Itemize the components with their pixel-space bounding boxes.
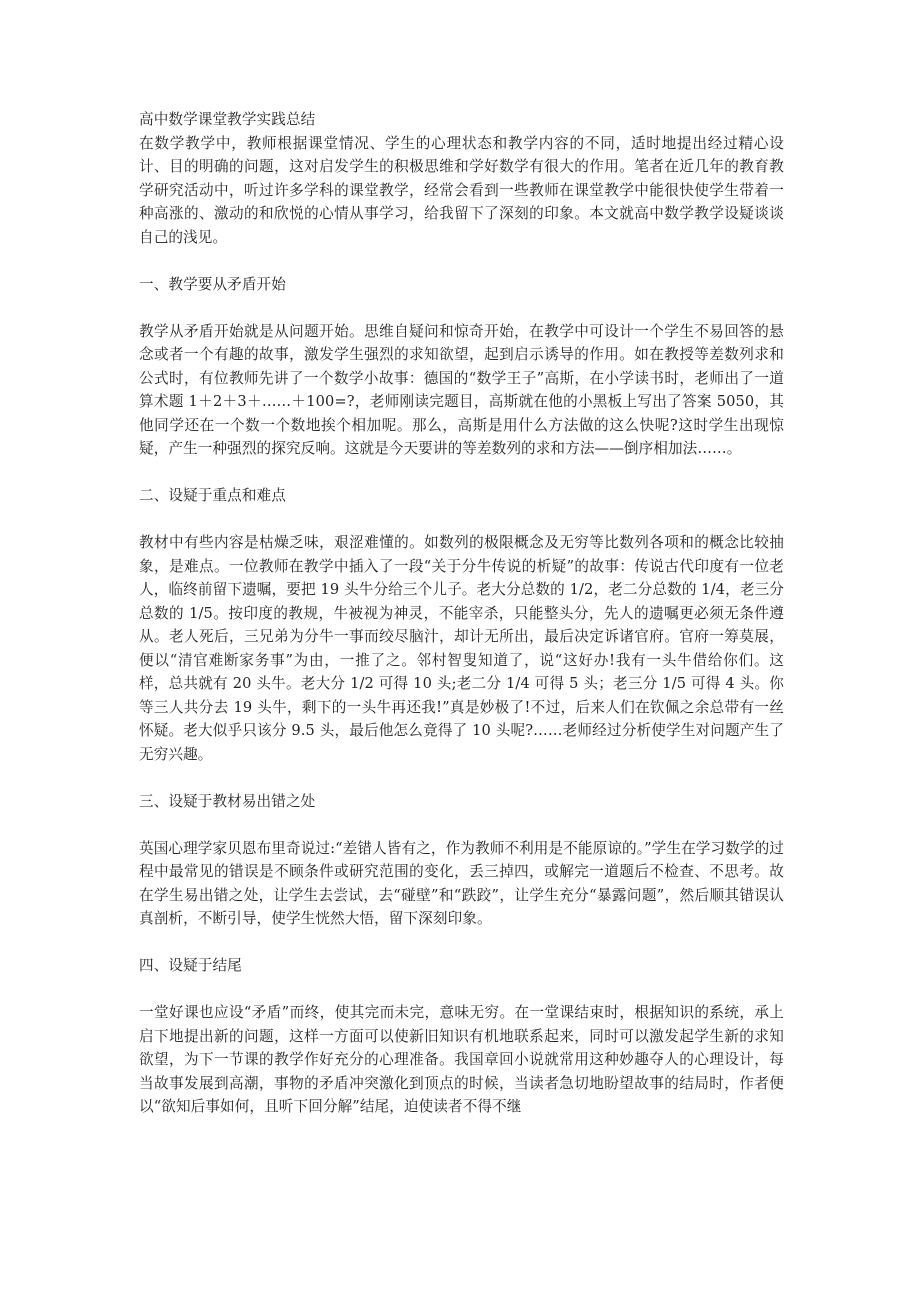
paragraph-gap xyxy=(139,461,784,485)
paragraph-gap xyxy=(139,766,784,790)
paragraph-gap xyxy=(139,508,784,532)
intro-paragraph: 在数学教学中，教师根据课堂情况、学生的心理状态和教学内容的不同，适时地提出经过精心设计、目的明确的问题，这对启发学生的积极思维和学好数学有很大的作用。笔者在近几年的教育教学研究活动中，听过许多学科的课堂教学，经常会看到一些教师在课堂教学中能很快使学生带着一种高涨的、激动的和欣悦的心情从事学习，给我留下了深刻的印象。本文就高中数学教学设疑谈谈自己的浅见。 xyxy=(139,134,784,246)
paragraph-gap xyxy=(139,931,784,955)
paragraph-gap xyxy=(139,249,784,273)
section-heading-1: 一、教学要从矛盾开始 xyxy=(139,275,286,293)
section-body-4: 一堂好课也应设“矛盾”而终，使其完而未完，意味无穷。在一堂课结束时，根据知识的系统，承上启下地提出新的问题，这样一方面可以使新旧知识有机地联系起来，同时可以激发起学生新的求知欲望，为下一节课的教学作好充分的心理准备。我国章回小说就常用这种妙趣夺人的心理设计，每当故事发展到高潮，事物的矛盾冲突激化到顶点的时候，当读者急切地盼望故事的结局时，作者便以“欲知后事如何，且听下回分解”结尾，迫使读者不得不继 xyxy=(139,1004,784,1115)
section-body-3: 英国心理学家贝恩布里奇说过:“差错人皆有之，作为教师不利用是不能原谅的。”学生在学习数学的过程中最常见的错误是不顾条件或研究范围的变化，丢三掉四，或解完一道题后不检查、不思考。故在学生易出错之处，让学生去尝试，去“碰壁”和“跌跤”，让学生充分“暴露问题”，然后顺其错误认真剖析，不断引导，使学生恍然大悟，留下深刻印象。 xyxy=(139,839,784,927)
section-body-2: 教材中有些内容是枯燥乏味，艰涩难懂的。如数列的极限概念及无穷等比数列各项和的概念比较抽象，是难点。一位教师在教学中插入了一段“关于分牛传说的析疑”的故事：传说古代印度有一位老人，临终前留下遗嘱，要把 19 头牛分给三个儿子。老大分总数的 1/2，老二分总数的 1/4，老三分总数的 1/5。按印度的教规，牛被视为神灵，不能宰杀，只能整头分，先人的遗嘱更必须无条件遵从。老人死后，三兄弟为分牛一事而绞尽脑汁，却计无所出，最后决定诉诸官府。官府一筹莫展，便以“清官难断家务事”为由，一推了之。邻村智叟知道了，说“这好办!我有一头牛借给你们。这样，总共就有 20 头牛。老大分 1/2 可得 10 头;老二分 1/4 可得 5 头；老三分 1/5 可得 4 头。你等三人共分去 19 头牛，剩下的一头牛再还我!”真是妙极了!不过，后来人们在钦佩之余总带有一丝怀疑。老大似乎只该分 9.5 头，最后他怎么竟得了 10 头呢?……老师经过分析使学生对问题产生了无穷兴趣。 xyxy=(139,534,784,763)
section-heading-4: 四、设疑于结尾 xyxy=(139,957,242,974)
section-body-1: 教学从矛盾开始就是从问题开始。思维自疑问和惊奇开始，在教学中可设计一个学生不易回答的悬念或者一个有趣的故事，激发学生强烈的求知欲望，起到启示诱导的作用。如在教授等差数列求和公式时，有位教师先讲了一个数学小故事：德国的“数学王子”高斯，在小学读书时，老师出了一道算术题 1＋2＋3＋……＋100=?，老师刚读完题目，高斯就在他的小黑板上写出了答案 5050，其他同学还在一个数一个数地挨个相加呢。那么，高斯是用什么方法做的这么快呢?这时学生出现惊疑，产生一种强烈的探究反响。这就是今天要讲的等差数列的求和方法——倒序相加法……。 xyxy=(139,322,784,457)
section-heading-3: 三、设疑于教材易出错之处 xyxy=(139,792,316,810)
paragraph-gap xyxy=(139,296,784,320)
paragraph-gap xyxy=(139,978,784,1002)
section-heading-2: 二、设疑于重点和难点 xyxy=(139,487,286,504)
paragraph-gap xyxy=(139,813,784,837)
document-content xyxy=(139,108,784,1119)
document-title: 高中数学课堂教学实践总结 xyxy=(139,111,316,128)
